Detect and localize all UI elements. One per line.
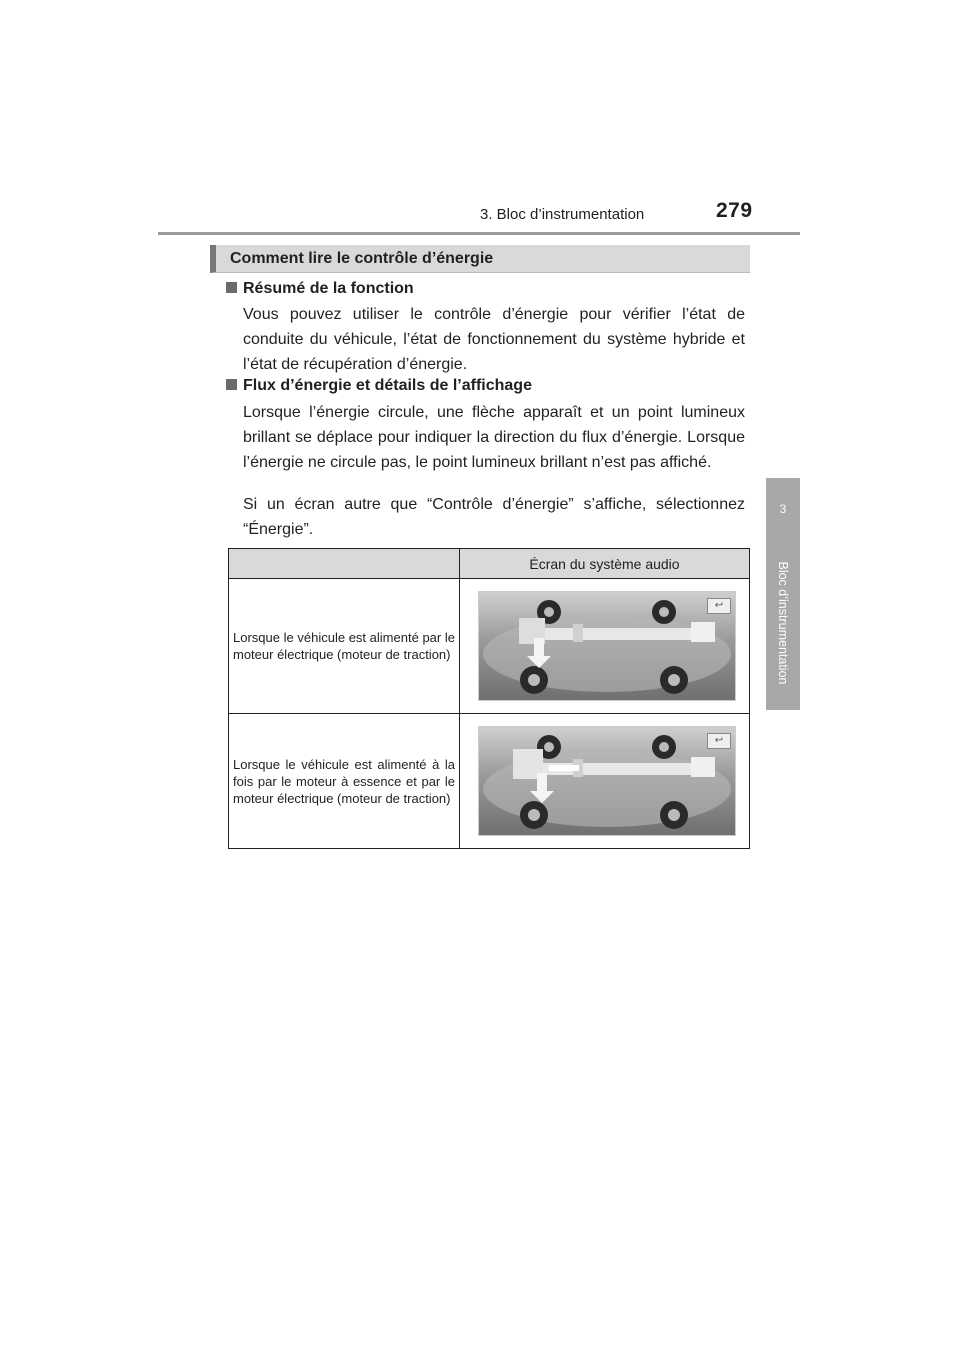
energy-flow-electric-image	[478, 591, 736, 701]
square-bullet-icon	[226, 282, 237, 293]
paragraph: Lorsque l’énergie circule, une flèche apparaît et un point lumineux brillant se déplace pour indiquer la direction du flux d’énergie. Lorsque l’énergie ne circule pas, le point lumineux brillant n’est pas affiché.	[243, 404, 745, 471]
energy-monitor-table	[228, 548, 750, 849]
row-label: Lorsque le véhicule est alimenté à la fois par le moteur à essence et par le moteur électrique (moteur de traction)	[229, 714, 460, 849]
section-title-bar	[210, 245, 750, 273]
table-header-blank	[229, 549, 460, 579]
side-tab-label: Bloc d’instrumentation	[776, 561, 790, 685]
header-rule	[158, 232, 800, 235]
back-icon: ↩	[707, 598, 731, 614]
screen-cell	[460, 579, 750, 714]
subsection-heading: Flux d’énergie et détails de l’affichage	[226, 377, 532, 395]
energy-flow-hybrid-image	[478, 726, 736, 836]
paragraph: Si un écran autre que “Contrôle d’énergie” s’affiche, sélectionnez “Énergie”.	[243, 496, 745, 538]
table-header-row	[229, 549, 750, 579]
page-number: 279	[716, 199, 753, 222]
section-title: Comment lire le contrôle d’énergie	[230, 250, 494, 267]
paragraph: Vous pouvez utiliser le contrôle d’énergie pour vérifier l’état de conduite du véhicule, l’état de fonctionnement du système hybride et l’état de récupération d’énergie.	[243, 306, 745, 373]
table-header-audio: Écran du système audio	[460, 549, 750, 579]
car-graphic	[479, 592, 735, 700]
table-row	[229, 714, 750, 849]
car-graphic	[479, 727, 735, 835]
side-tab-number: 3	[779, 502, 787, 516]
screen-cell	[460, 714, 750, 849]
table-row	[229, 579, 750, 714]
header-section: 3. Bloc d’instrumentation	[480, 206, 645, 223]
square-bullet-icon	[226, 379, 237, 390]
back-icon: ↩	[707, 733, 731, 749]
subsection-heading: Résumé de la fonction	[226, 280, 414, 298]
row-label: Lorsque le véhicule est alimenté par le moteur électrique (moteur de traction)	[229, 579, 460, 714]
